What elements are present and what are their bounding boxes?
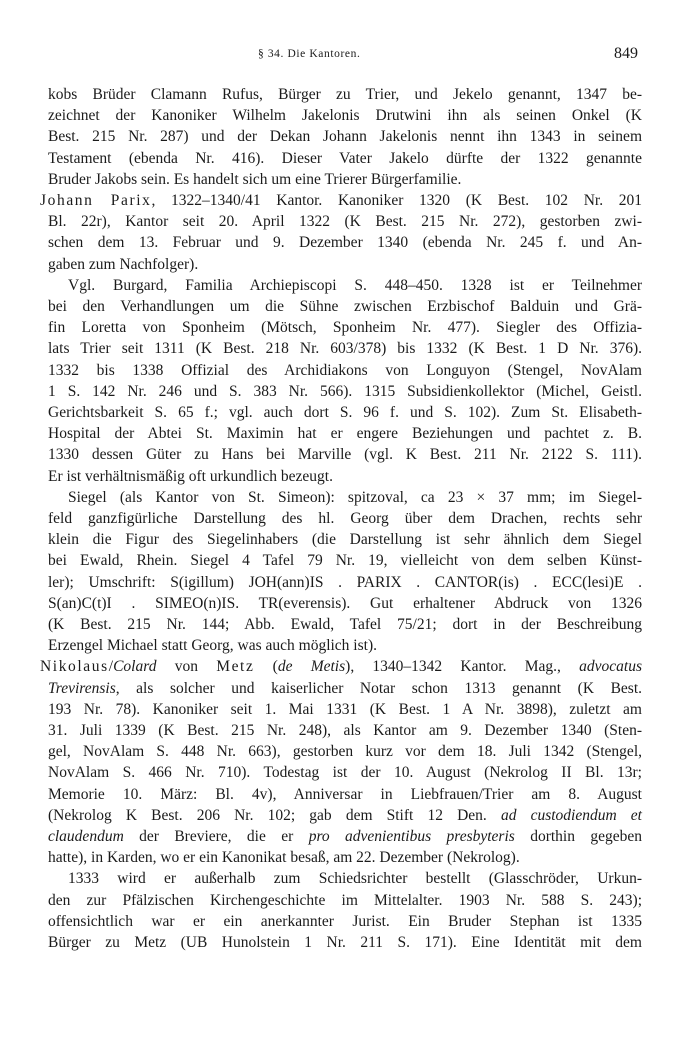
- text-line: [48, 720, 642, 741]
- text-line: [48, 593, 642, 614]
- text-line: [68, 868, 642, 889]
- text-segment: Er ist verhältnismäßig oft urkundlich bezeugt.: [48, 468, 333, 485]
- text-line: [48, 784, 642, 805]
- text-segment: Memorie 10. März: Bl. 4v), Anniversar in Liebfrauen/Trier am 8. August: [48, 786, 642, 803]
- text-segment: bei Ewald, Rhein. Siegel 4 Tafel 79 Nr. 19, vielleicht von dem selben Künst-: [48, 552, 642, 569]
- text-segment: gel, NovAlam S. 448 Nr. 663), gestorben kurz vor dem 18. Juli 1342 (Stengel,: [48, 743, 642, 760]
- text-line: [48, 550, 642, 571]
- text-segment: feld ganzfigürliche Darstellung des hl. Georg über dem Drachen, rechts sehr: [48, 510, 642, 527]
- text-line: [68, 487, 642, 508]
- text-line: [48, 402, 642, 423]
- text-line: [48, 296, 642, 317]
- text-segment: fin Loretta von Sponheim (Mötsch, Sponheim Nr. 477). Siegler des Offizia-: [48, 319, 642, 336]
- text-segment: Vgl. Burgard, Familia Archiepiscopi S. 448–450. 1328 ist er Teilnehmer: [68, 277, 642, 294]
- text-segment: Erzengel Michael statt Georg, was auch möglich ist).: [48, 637, 377, 654]
- italic-text: ad custodiendum et: [500, 807, 642, 824]
- text-segment: ), 1340–1342 Kantor. Mag.,: [345, 658, 580, 675]
- text-line: [48, 126, 642, 147]
- text-segment: bei den Verhandlungen um die Sühne zwischen Erzbischof Balduin und Grä-: [48, 298, 642, 315]
- text-segment: Best. 215 Nr. 287) und der Dekan Johann Jakelonis nennt ihn 1343 in seinem: [48, 128, 642, 145]
- running-head-title: § 34. Die Kantoren.: [258, 48, 361, 60]
- text-segment: NovAlam S. 466 Nr. 710). Todestag ist der 10. August (Nekrolog II Bl. 13r;: [48, 764, 642, 781]
- text-segment: S(an)C(t)I . SIMEO(n)IS. TR(everensis). Gut erhaltener Abdruck von 1326: [48, 595, 642, 612]
- text-segment: Metz: [216, 658, 255, 675]
- text-segment: , 1322–1340/41 Kantor. Kanoniker 1320 (K Best. 102 Nr. 201: [151, 192, 642, 209]
- text-line: [40, 190, 642, 211]
- text-segment: 31. Juli 1339 (K Best. 215 Nr. 248), als Kantor am 9. Dezember 1340 (Sten-: [48, 722, 642, 739]
- text-line: [48, 529, 642, 550]
- text-line: [48, 423, 642, 444]
- text-segment: , als solcher und kaiserlicher Notar schon 1313 genannt (K Best.: [115, 680, 642, 697]
- text-segment: /: [108, 658, 114, 675]
- text-segment: Testament (ebenda Nr. 416). Dieser Vater Jakelo dürfte der 1322 genannte: [48, 150, 642, 167]
- text-segment: klein die Figur des Siegelinhabers (die Darstellung ist sehr ähnlich dem Siegel: [48, 531, 642, 548]
- text-line: [48, 932, 642, 953]
- text-segment: Johann Parix: [40, 192, 152, 209]
- text-segment: Nikolaus: [40, 658, 109, 675]
- text-line: [48, 805, 642, 826]
- text-segment: Gerichtsbarkeit S. 65 f.; vgl. auch dort S. 96 f. und S. 102). Zum St. Elisabeth-: [48, 404, 642, 421]
- italic-text: Colard: [113, 658, 157, 675]
- text-segment: (K Best. 215 Nr. 144; Abb. Ewald, Tafel 75/21; dort in der Beschreibung: [48, 616, 642, 633]
- text-line: [48, 741, 642, 762]
- text-segment: offensichtlich war er ein anerkannter Jurist. Ein Bruder Stephan ist 1335: [48, 913, 642, 930]
- italic-text: advocatus: [579, 658, 642, 675]
- text-segment: kobs Brüder Clamann Rufus, Bürger zu Trier, und Jekelo genannt, 1347 be-: [48, 86, 642, 103]
- text-segment: Siegel (als Kantor von St. Simeon): spitzoval, ca 23 × 37 mm; im Siegel-: [68, 489, 642, 506]
- text-segment: der Breviere, die er: [123, 828, 309, 845]
- text-line: [48, 84, 642, 105]
- text-segment: dorthin gegeben: [514, 828, 642, 845]
- text-segment: Bruder Jakobs sein. Es handelt sich um eine Trierer Bürgerfamilie.: [48, 171, 462, 188]
- text-line: [48, 508, 642, 529]
- text-line: [48, 381, 642, 402]
- text-segment: Bl. 22r), Kantor seit 20. April 1322 (K Best. 215 Nr. 272), gestorben zwi-: [48, 213, 642, 230]
- text-line: [48, 360, 642, 381]
- text-line: [48, 699, 642, 720]
- text-line: [48, 254, 642, 275]
- text-line: [48, 444, 642, 465]
- text-segment: lats Trier seit 1311 (K Best. 218 Nr. 603/378) bis 1332 (K Best. 1 D Nr. 376).: [48, 340, 642, 357]
- text-line: [48, 169, 642, 190]
- text-line: [48, 317, 642, 338]
- text-segment: hatte), in Karden, wo er ein Kanonikat besaß, am 22. Dezember (Nekrolog).: [48, 849, 520, 866]
- text-line: [48, 466, 642, 487]
- text-line: [48, 826, 642, 847]
- text-segment: Bürger zu Metz (UB Hunolstein 1 Nr. 211 S. 171). Eine Identität mit dem: [48, 934, 642, 951]
- text-line: [48, 890, 642, 911]
- text-line: [48, 614, 642, 635]
- text-line: [48, 847, 642, 868]
- text-line: [48, 232, 642, 253]
- text-segment: (Nekrolog K Best. 206 Nr. 102; gab dem Stift 12 Den.: [48, 807, 501, 824]
- page-number: 849: [614, 45, 638, 62]
- text-line: [48, 572, 642, 593]
- text-segment: 1 S. 142 Nr. 246 und S. 383 Nr. 566). 1315 Subsidienkollektor (Michel, Geistl.: [48, 383, 642, 400]
- text-line: [48, 635, 642, 656]
- text-segment: (: [254, 658, 278, 675]
- text-line: [48, 148, 642, 169]
- text-segment: ler); Umschrift: S(igillum) JOH(ann)IS . PARIX . CANTOR(is) . ECC(lesi)E .: [48, 574, 642, 591]
- text-segment: den zur Pfälzischen Kirchengeschichte im Mittelalter. 1903 Nr. 588 S. 243);: [48, 892, 642, 909]
- text-line: [68, 275, 642, 296]
- text-segment: Hospital der Abtei St. Maximin hat er engere Beziehungen und pachtet z. B.: [48, 425, 642, 442]
- text-segment: zeichnet der Kanoniker Wilhelm Jakelonis Drutwini ihn als seinen Onkel (K: [48, 107, 642, 124]
- italic-text: pro advenientibus presbyteris: [308, 828, 515, 845]
- text-line: [48, 211, 642, 232]
- text-line: [48, 911, 642, 932]
- text-segment: 1333 wird er außerhalb zum Schiedsrichter bestellt (Glasschröder, Urkun-: [68, 870, 642, 887]
- text-line: [48, 678, 642, 699]
- italic-text: claudendum: [48, 828, 124, 845]
- text-line: [48, 338, 642, 359]
- text-line: [48, 105, 642, 126]
- running-head: [48, 45, 638, 67]
- text-segment: 1330 dessen Güter zu Hans bei Marville (vgl. K Best. 211 Nr. 2122 S. 111).: [48, 446, 642, 463]
- italic-text: Trevirensis: [48, 680, 116, 697]
- text-segment: schen dem 13. Februar und 9. Dezember 1340 (ebenda Nr. 245 f. und An-: [48, 234, 642, 251]
- text-line: [48, 762, 642, 783]
- text-segment: von: [156, 658, 217, 675]
- text-segment: 193 Nr. 78). Kanoniker seit 1. Mai 1331 (K Best. 1 A Nr. 3898), zuletzt am: [48, 701, 642, 718]
- text-segment: 1332 bis 1338 Offizial des Archidiakons von Longuyon (Stengel, NovAlam: [48, 362, 642, 379]
- text-segment: gaben zum Nachfolger).: [48, 256, 199, 273]
- text-line: [40, 656, 642, 677]
- italic-text: de Metis: [277, 658, 346, 675]
